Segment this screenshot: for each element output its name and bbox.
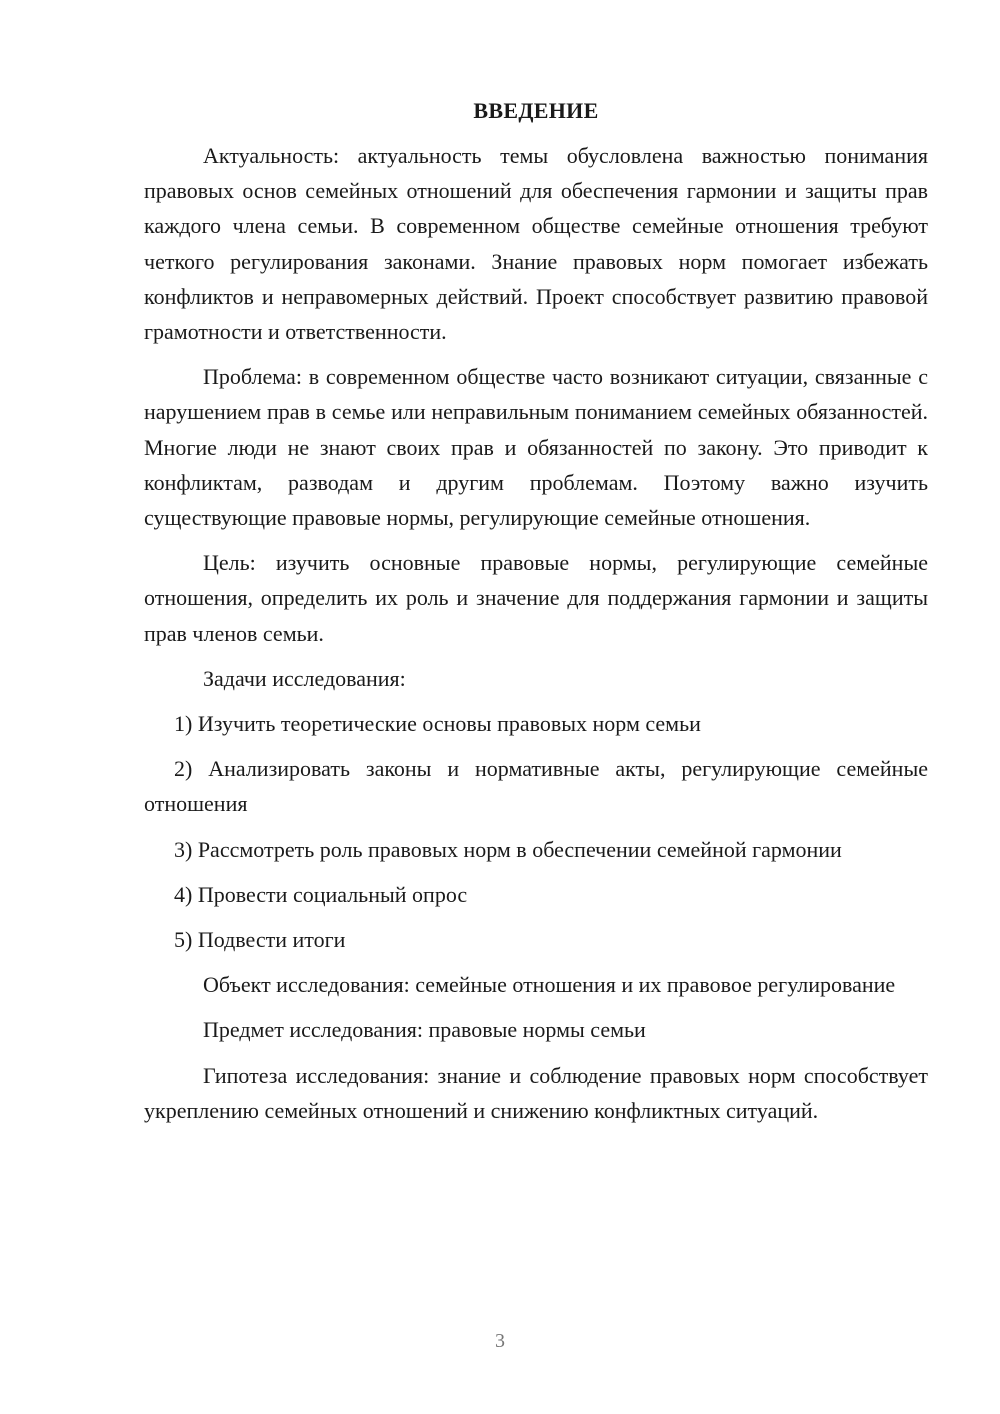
document-page (144, 94, 928, 1138)
problem-paragraph: Проблема: в современном обществе часто возникают ситуации, связанные с нарушением прав в семье или неправильным пониманием семейных обязанностей. Многие люди не знают своих прав и обязанностей по закону. Это приводит к конфликтам, разводам и другим проблемам. Поэтому важно изучить существующие правовые нормы, регулирующие семейные отношения. (144, 364, 928, 531)
hypothesis-paragraph: Гипотеза исследования: знание и соблюдение правовых норм способствует укреплению семейных отношений и снижению конфликтных ситуаций. (144, 1062, 928, 1123)
task-item-2: 2) Анализировать законы и нормативные акты, регулирующие семейные отношения (144, 756, 928, 817)
task-item-4: 4) Провести социальный опрос (174, 881, 468, 907)
relevance-paragraph: Актуальность: актуальность темы обусловлена важностью понимания правовых основ семейных отношений для обеспечения гармонии и защиты прав каждого члена семьи. В современном обществе семейные отношения требуют четкого регулирования законами. Знание правовых норм помогает избежать конфликтов и неправомерных действий. Проект способствует развитию правовой грамотности и ответственности. (144, 143, 928, 345)
page-number: 3 (495, 1330, 505, 1352)
goal-paragraph: Цель: изучить основные правовые нормы, регулирующие семейные отношения, определить их роль и значение для поддержания гармонии и защиты прав членов семьи. (144, 550, 928, 646)
task-item-5: 5) Подвести итоги (174, 927, 346, 953)
tasks-heading: Задачи исследования: (203, 665, 406, 691)
task-item-3: 3) Рассмотреть роль правовых норм в обеспечении семейной гармонии (174, 836, 842, 862)
object-paragraph: Объект исследования: семейные отношения и их правовое регулирование (203, 972, 896, 998)
section-title: ВВЕДЕНИЕ (473, 98, 599, 123)
task-item-1: 1) Изучить теоретические основы правовых норм семьи (174, 711, 701, 737)
subject-paragraph: Предмет исследования: правовые нормы семьи (203, 1017, 646, 1043)
